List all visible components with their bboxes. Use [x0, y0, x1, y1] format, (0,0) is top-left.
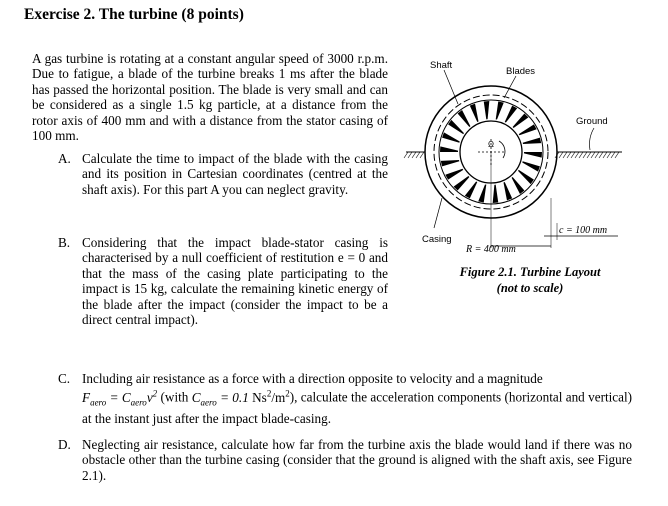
ground-hatch-line	[607, 152, 611, 158]
ground-hatch-line	[599, 152, 603, 158]
ground-hatch-line	[587, 152, 591, 158]
question-c-text-1: Including air resistance as a force with a direction opposite to velocity and a magnitude	[82, 371, 543, 386]
turbine-diagram	[396, 48, 656, 248]
ground-hatch-line	[611, 152, 615, 158]
question-c-text-3: ), calculate the acceleration components (horizontal and vertical) at the instant just after the impact blade-casing.	[82, 389, 633, 426]
question-c-text-2: (with	[160, 389, 189, 405]
casing-leader	[434, 198, 442, 228]
formula-unit: $Ns^2/m^2$	[252, 388, 290, 405]
label-ground: Ground	[576, 116, 608, 127]
label-r-dimension: R = 400 mm	[466, 244, 516, 255]
figure-caption	[430, 264, 630, 296]
ground-hatch-line	[615, 152, 619, 158]
label-shaft: Shaft	[430, 60, 453, 71]
ground-hatch-line	[575, 152, 579, 158]
figure-caption-title: Figure 2.1. Turbine Layout	[459, 265, 601, 279]
exercise-intro: A gas turbine is rotating at a constant angular speed of 3000 r.p.m. Due to fatigue, a blade of the turbine breaks 1 ms after the blade has passed the horizontal position. The blade is very small and can be considered as a single 1.5 kg particle, at a distance from the rotor axis of 400 mm and with a distance from the stator casing of 100 mm.	[32, 51, 388, 144]
ground-hatch-line	[595, 152, 599, 158]
question-d-text: Neglecting air resistance, calculate how far from the turbine axis the blade would land if there was no obstacle other than the turbine casing (consider that the ground is aligned with the shaft axis, see Figure 2.1).	[82, 437, 632, 483]
ground-hatch-line	[416, 152, 420, 158]
formula-c-aero: $C_{aero} = 0.1$	[191, 389, 249, 408]
question-d-label: D.	[58, 437, 71, 452]
ground-hatch-line	[571, 152, 575, 158]
question-a-label: A.	[58, 151, 71, 166]
turbine-figure	[396, 48, 656, 255]
ground-hatch-line	[603, 152, 607, 158]
question-a-text: Calculate the time to impact of the blade with the casing and its position in Cartesian coordinates (centred at the shaft axis). For this part A you can neglect gravity.	[82, 151, 388, 197]
question-c-label: C.	[58, 371, 71, 386]
ground-hatch-line	[591, 152, 595, 158]
ground-hatch-line	[408, 152, 412, 158]
figure-caption-note: (not to scale)	[496, 281, 564, 295]
ground-hatch-line	[567, 152, 571, 158]
ground-hatch-line	[559, 152, 563, 158]
label-blades: Blades	[506, 66, 536, 77]
question-b-label: B.	[58, 235, 71, 250]
ground-hatch-line	[563, 152, 567, 158]
ground-hatch-line	[420, 152, 424, 158]
ground-leader	[590, 128, 595, 150]
exercise-title: Exercise 2. The turbine (8 points)	[24, 6, 244, 23]
ground-hatch-line	[412, 152, 416, 158]
question-c-text	[82, 371, 632, 426]
question-b-text: Considering that the impact blade-stator casing is characterised by a null coefficient of restitution e = 0 and that the mass of the casing plate participating to the impact is 15 kg, calculate the remaining kinetic energy of the blade after the impact (consider the impact to be a direct central impact).	[82, 235, 388, 328]
label-casing: Casing	[422, 234, 452, 245]
label-c-dimension: c = 100 mm	[559, 225, 608, 236]
label-omega: Ω	[488, 140, 494, 149]
formula-f-aero: $F_{aero} = C_{aero}v^2$	[82, 388, 158, 408]
ground-hatch-line	[583, 152, 587, 158]
ground-hatch-line	[404, 152, 408, 158]
ground-hatch-line	[579, 152, 583, 158]
